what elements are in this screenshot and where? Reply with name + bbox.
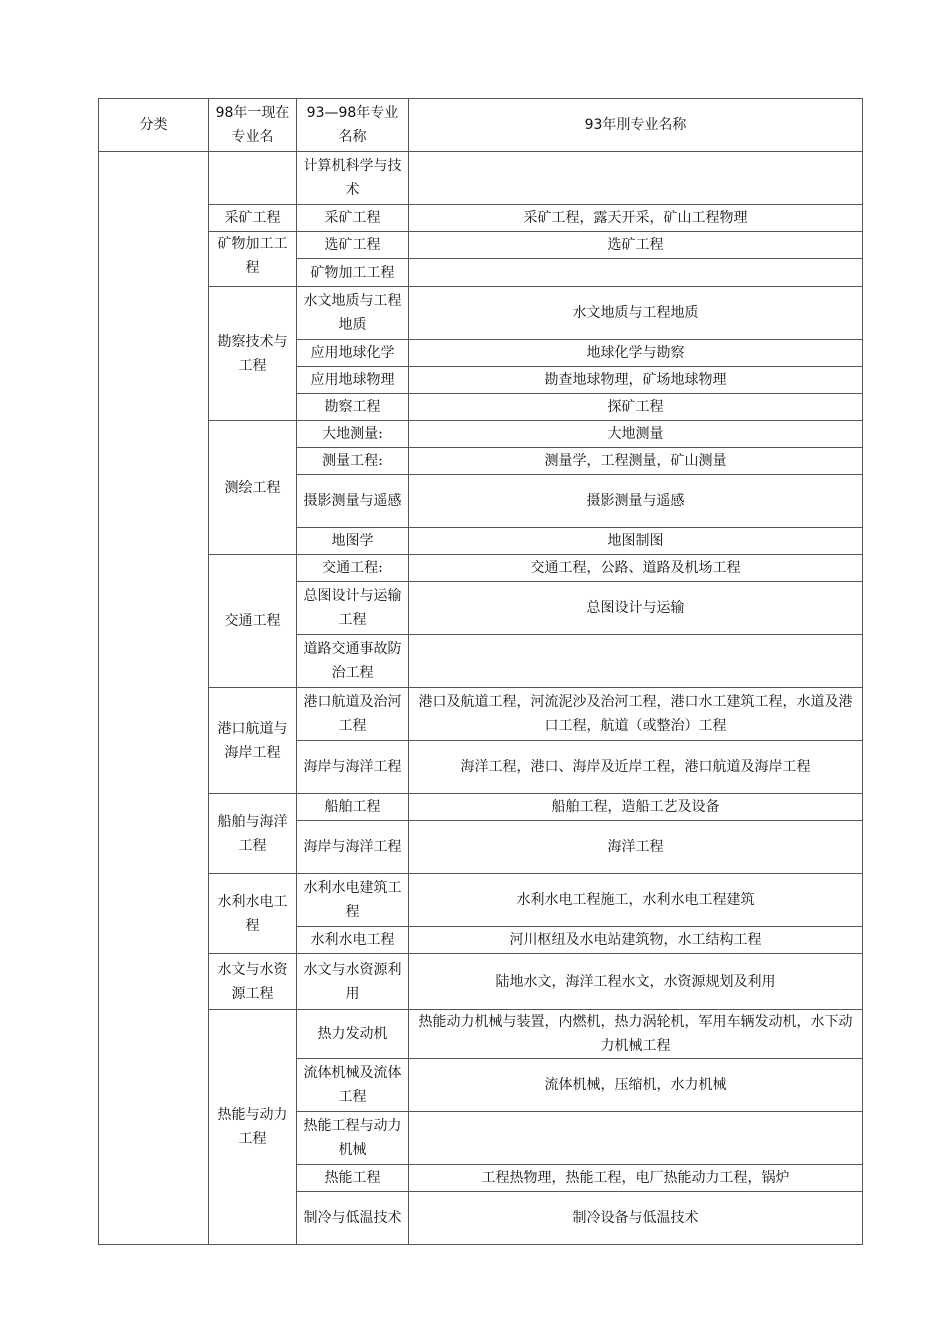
mid-name-cell: 计算机科学与技术	[297, 152, 409, 205]
mid-name-cell: 水文与水资源利用	[297, 954, 409, 1010]
table-row	[99, 794, 863, 821]
old-name-cell: 探矿工程	[409, 394, 863, 421]
mid-name-cell: 水文地质与工程地质	[297, 287, 409, 340]
table-row	[99, 152, 863, 205]
header-93-98-name: 93—98年专业名称	[297, 99, 409, 152]
table-row	[99, 287, 863, 340]
old-name-cell: 热能动力机械与装置，内燃机，热力涡轮机，军用车辆发动机，水下动力机械工程	[409, 1010, 863, 1059]
old-name-cell: 流体机械，压缩机，水力机械	[409, 1059, 863, 1112]
mid-name-cell: 交通工程:	[297, 555, 409, 582]
old-name-cell: 地球化学与勘察	[409, 340, 863, 367]
old-name-cell: 港口及航道工程，河流泥沙及治河工程，港口水工建筑工程，水道及港口工程，航道（或整治）工程	[409, 688, 863, 741]
table-row	[99, 555, 863, 582]
table-row	[99, 688, 863, 741]
table-row	[99, 232, 863, 259]
mid-name-cell: 矿物加工工程	[297, 259, 409, 287]
table-header-row	[99, 99, 863, 152]
mid-name-cell: 大地测量:	[297, 421, 409, 448]
current-name-cell: 交通工程	[209, 555, 297, 688]
old-name-cell: 陆地水文，海洋工程水文，水资源规划及利用	[409, 954, 863, 1010]
mid-name-cell: 水利水电工程	[297, 927, 409, 954]
current-name-cell: 港口航道与海岸工程	[209, 688, 297, 794]
old-name-cell: 测量学，工程测量，矿山测量	[409, 448, 863, 475]
mid-name-cell: 选矿工程	[297, 232, 409, 259]
table-row	[99, 874, 863, 927]
table-row	[99, 954, 863, 1010]
old-name-cell: 河川枢纽及水电站建筑物，水工结构工程	[409, 927, 863, 954]
current-name-cell: 热能与动力工程	[209, 1010, 297, 1245]
mid-name-cell: 应用地球化学	[297, 340, 409, 367]
table-row	[99, 421, 863, 448]
mid-name-cell: 流体机械及流体工程	[297, 1059, 409, 1112]
old-name-cell: 大地测量	[409, 421, 863, 448]
mid-name-cell: 应用地球物理	[297, 367, 409, 394]
mid-name-cell: 摄影测量与遥感	[297, 475, 409, 528]
mid-name-cell: 水利水电建筑工程	[297, 874, 409, 927]
old-name-cell: 勘查地球物理，矿场地球物理	[409, 367, 863, 394]
old-name-cell: 海洋工程，港口、海岸及近岸工程，港口航道及海岸工程	[409, 741, 863, 794]
mid-name-cell: 地图学	[297, 528, 409, 555]
mid-name-cell: 制冷与低温技术	[297, 1192, 409, 1245]
old-name-cell: 采矿工程，露天开采，矿山工程物理	[409, 205, 863, 232]
current-name-cell: 船舶与海洋工程	[209, 794, 297, 874]
mid-name-cell: 热能工程与动力机械	[297, 1112, 409, 1165]
mid-name-cell: 港口航道及治河工程	[297, 688, 409, 741]
mid-name-cell: 船舶工程	[297, 794, 409, 821]
current-name-cell: 水利水电工程	[209, 874, 297, 954]
current-name-cell	[209, 152, 297, 205]
mid-name-cell: 测量工程:	[297, 448, 409, 475]
old-name-cell	[409, 259, 863, 287]
old-name-cell: 水文地质与工程地质	[409, 287, 863, 340]
old-name-cell	[409, 152, 863, 205]
old-name-cell	[409, 1112, 863, 1165]
category-cell	[99, 152, 209, 1245]
header-category: 分类	[99, 99, 209, 152]
old-name-cell: 总图设计与运输	[409, 582, 863, 635]
current-name-cell: 水文与水资源工程	[209, 954, 297, 1010]
current-name-cell: 勘察技术与工程	[209, 287, 297, 421]
current-name-cell: 测绘工程	[209, 421, 297, 555]
old-name-cell: 工程热物理，热能工程，电厂热能动力工程，锅炉	[409, 1165, 863, 1192]
old-name-cell: 水利水电工程施工，水利水电工程建筑	[409, 874, 863, 927]
header-current-name: 98年一现在专业名	[209, 99, 297, 152]
header-pre93-name: 93年刖专业名称	[409, 99, 863, 152]
mid-name-cell: 勘察工程	[297, 394, 409, 421]
table-row	[99, 205, 863, 232]
old-name-cell: 海洋工程	[409, 821, 863, 874]
old-name-cell: 交通工程，公路、道路及机场工程	[409, 555, 863, 582]
mid-name-cell: 道路交通事故防治工程	[297, 635, 409, 688]
major-name-table	[98, 98, 863, 1245]
mid-name-cell: 海岸与海洋工程	[297, 821, 409, 874]
table-row	[99, 1010, 863, 1059]
old-name-cell: 摄影测量与遥感	[409, 475, 863, 528]
old-name-cell: 地图制图	[409, 528, 863, 555]
mid-name-cell: 采矿工程	[297, 205, 409, 232]
old-name-cell: 选矿工程	[409, 232, 863, 259]
mid-name-cell: 热能工程	[297, 1165, 409, 1192]
old-name-cell	[409, 635, 863, 688]
mid-name-cell: 总图设计与运输工程	[297, 582, 409, 635]
mid-name-cell: 热力发动机	[297, 1010, 409, 1059]
mid-name-cell: 海岸与海洋工程	[297, 741, 409, 794]
current-name-cell: 矿物加工工程	[209, 232, 297, 287]
old-name-cell: 船舶工程，造船工艺及设备	[409, 794, 863, 821]
old-name-cell: 制冷设备与低温技术	[409, 1192, 863, 1245]
current-name-cell: 采矿工程	[209, 205, 297, 232]
